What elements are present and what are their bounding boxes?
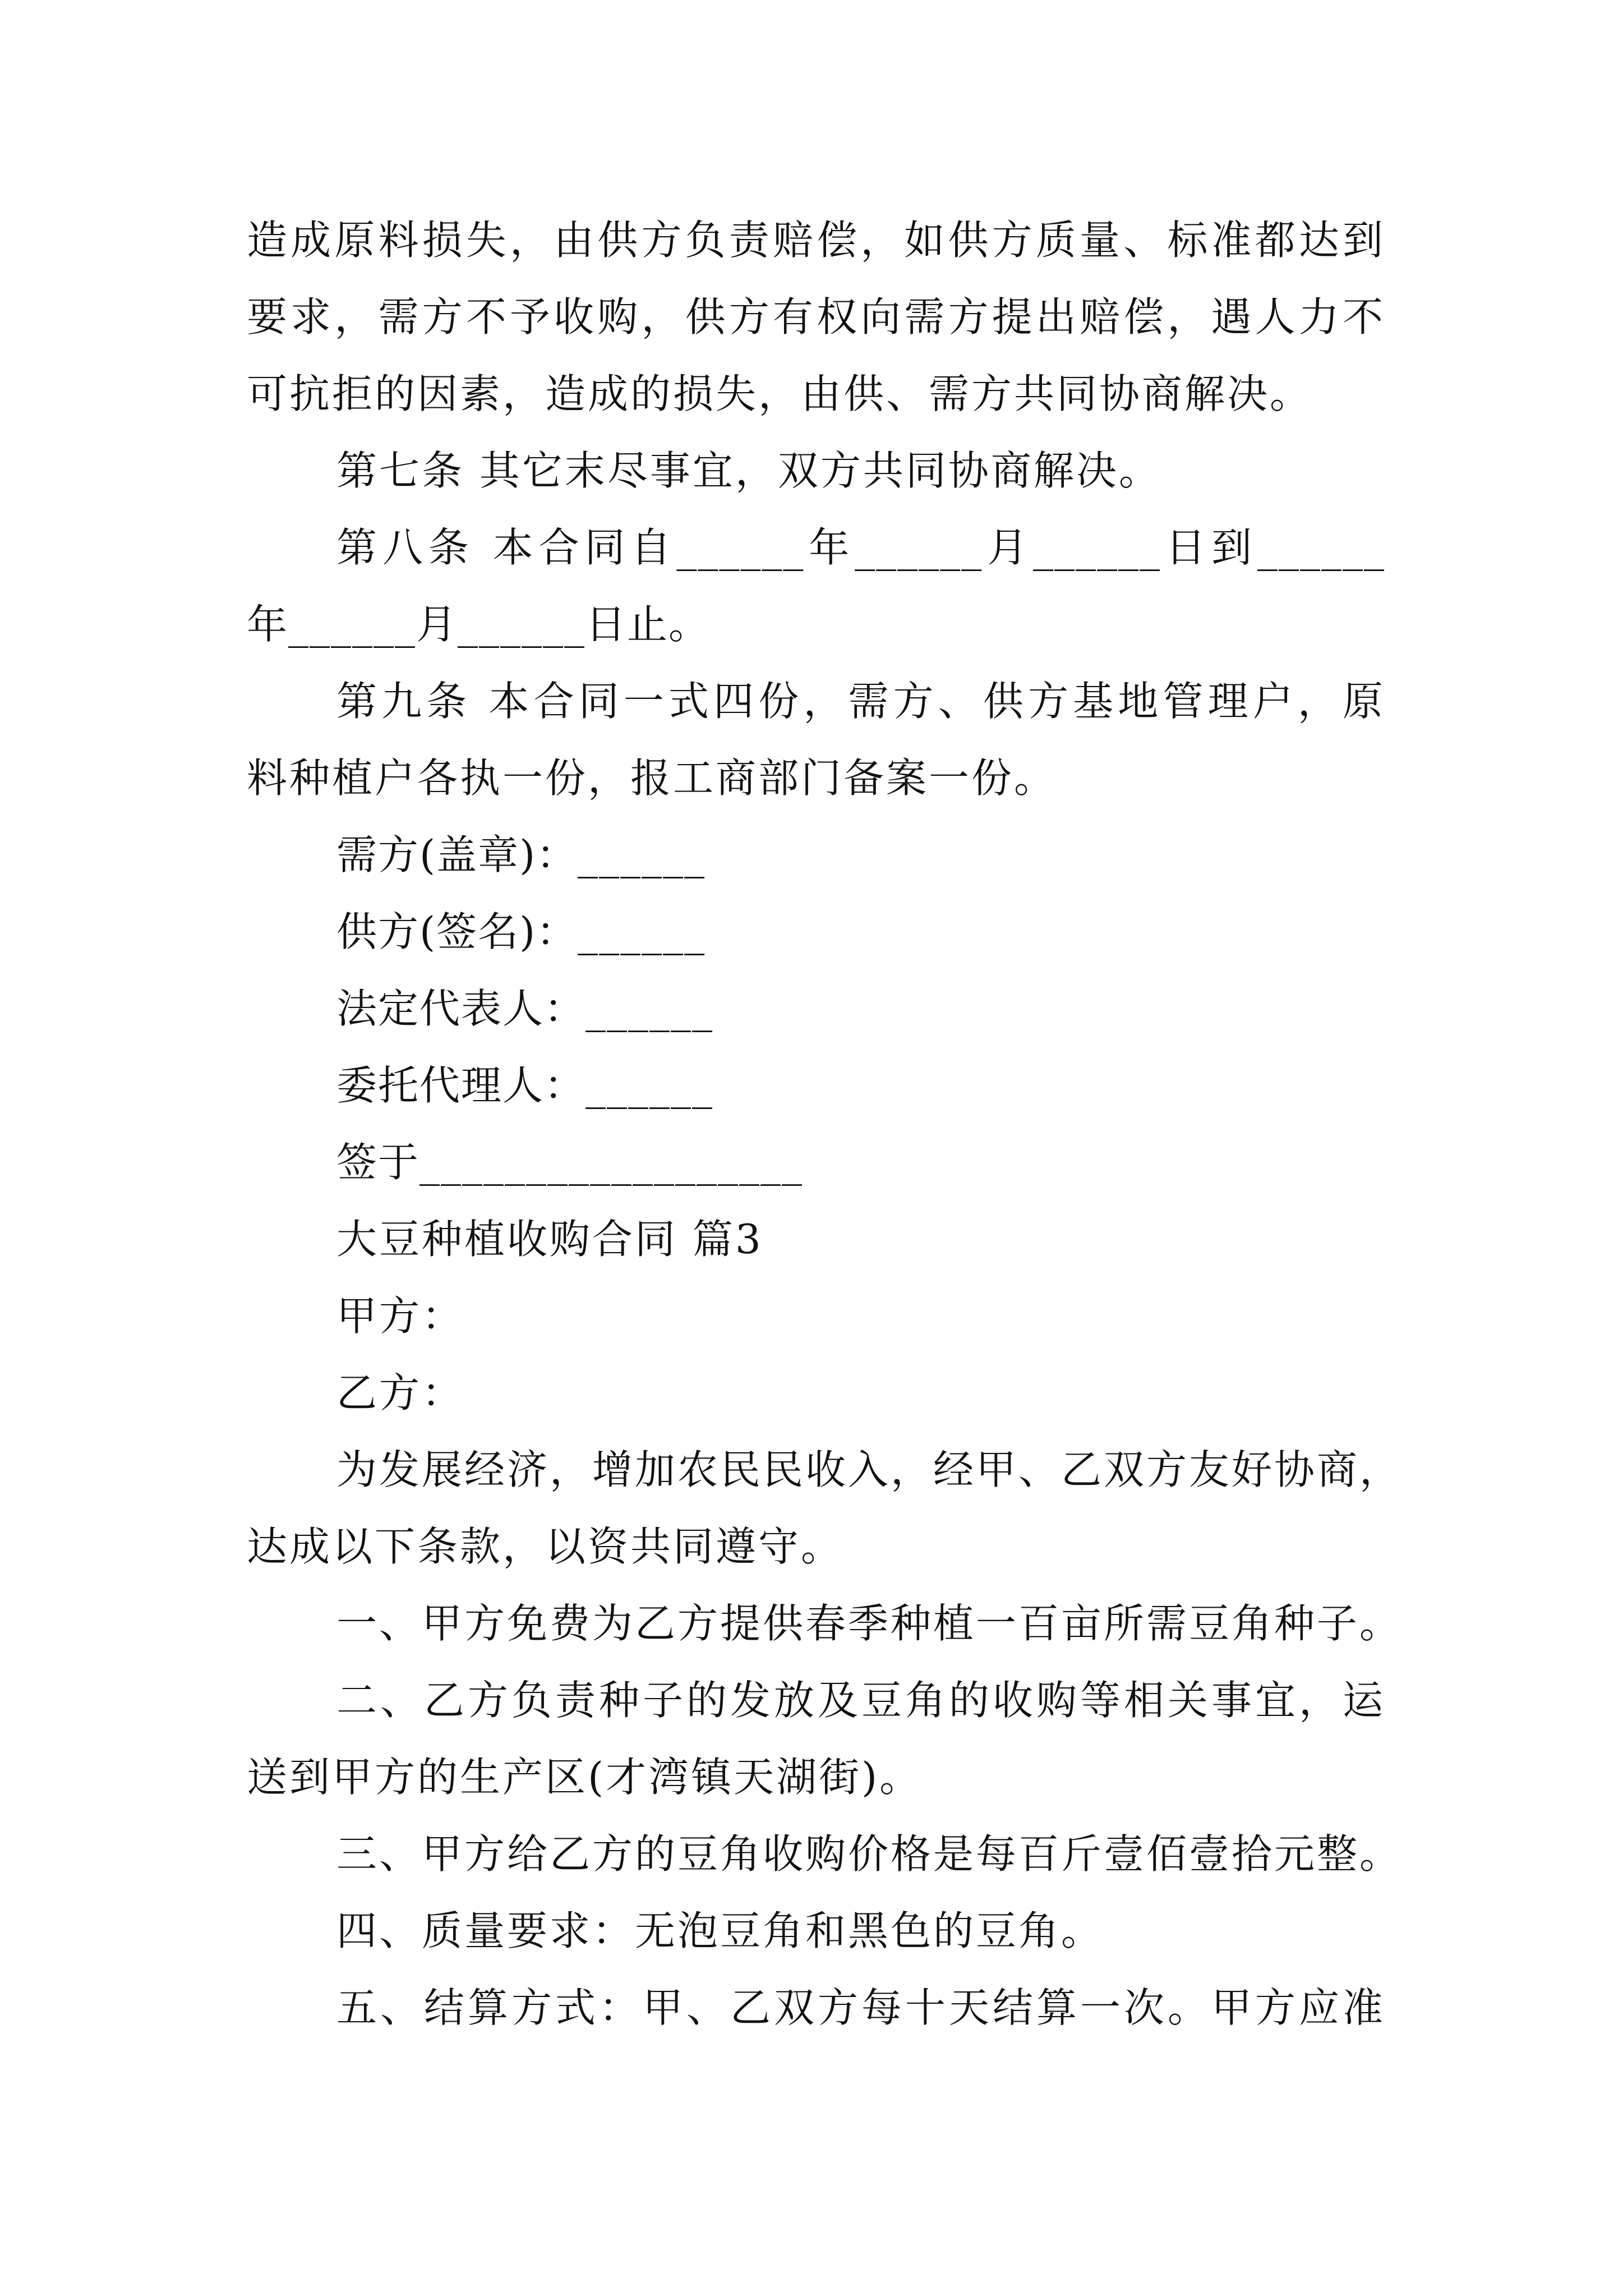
text-line: 达成以下条款，以资共同遵守。 — [247, 1523, 844, 1570]
article-9: 第九条 本合同一式四份，需方、供方基地管理户，原 — [336, 678, 1385, 725]
text-line: 造成原料损失，由供方负责赔偿，如供方质量、标准都达到 — [247, 217, 1385, 264]
legal-representative-line: 法定代表人：______ — [336, 985, 714, 1032]
article-7: 第七条 其它末尽事宜，双方共同协商解决。 — [336, 447, 1161, 494]
document-body — [247, 202, 1403, 2046]
party-b-line: 乙方： — [336, 1369, 465, 1416]
party-a-line: 甲方： — [336, 1292, 465, 1340]
text-line: 可抗拒的因素，造成的损失，由供、需方共同协商解决。 — [247, 370, 1313, 417]
text-line: 年______月______日止。 — [247, 601, 711, 648]
signed-at-line: 签于__________________ — [336, 1139, 804, 1186]
supplier-signature-line: 供方(签名)：______ — [336, 908, 706, 955]
text-line: 要求，需方不予收购，供方有权向需方提出赔偿，遇人力不 — [247, 293, 1385, 341]
clause-5: 五、结算方式：甲、乙双方每十天结算一次。甲方应准 — [336, 1984, 1385, 2031]
clause-1: 一、甲方免费为乙方提供春季种植一百亩所需豆角种子。 — [336, 1600, 1403, 1647]
clause-3: 三、甲方给乙方的豆角收购价格是每百斤壹佰壹拾元整。 — [336, 1830, 1403, 1878]
clause-4: 四、质量要求：无泡豆角和黑色的豆角。 — [336, 1907, 1104, 1954]
buyer-seal-line: 需方(盖章)：______ — [336, 831, 706, 878]
clause-2: 二、乙方负责种子的发放及豆角的收购等相关事宜，运 — [336, 1677, 1385, 1724]
agent-line: 委托代理人：______ — [336, 1062, 714, 1109]
article-8-term: 第八条 本合同自______年______月______日到______ — [336, 524, 1385, 571]
text-line: 料种植户各执一份，报工商部门备案一份。 — [247, 754, 1057, 802]
text-line: 送到甲方的生产区(才湾镇天湖街)。 — [247, 1754, 923, 1801]
contract-heading: 大豆种植收购合同 篇3 — [336, 1216, 763, 1263]
preamble: 为发展经济，增加农民民收入，经甲、乙双方友好协商， — [336, 1446, 1403, 1493]
